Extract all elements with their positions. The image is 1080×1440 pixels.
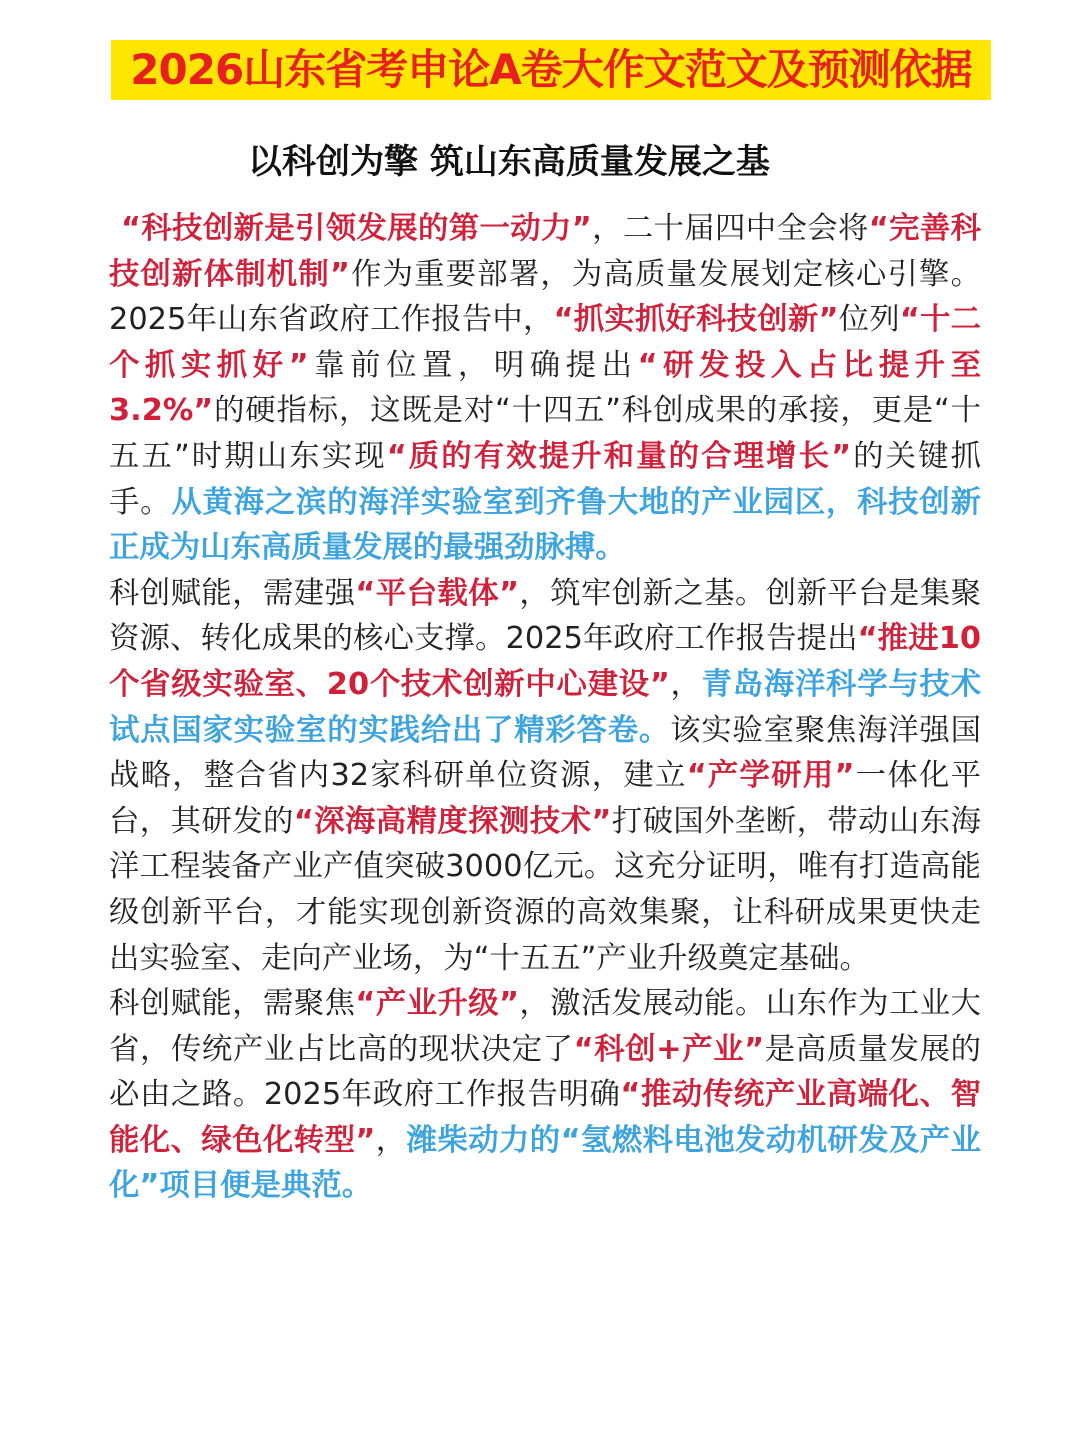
highlight-red: “产学研用” — [686, 758, 855, 794]
body-text: 靠前位置，明确提出 — [308, 347, 638, 383]
highlight-red: “推动传统产业高端化、智能化、绿色化转型” — [109, 1077, 982, 1158]
highlight-red: “深海高精度探测技术” — [293, 803, 612, 839]
highlight-red: “抓实抓好科技创新” — [553, 302, 839, 338]
highlight-red: “完善科技创新体制机制” — [109, 211, 981, 292]
body-text: 科创赋能，需聚焦 — [109, 986, 356, 1022]
body-text: 作为重要部署，为高质量发展划定核心引擎。2025年山东省政府工作报告中， — [109, 256, 981, 338]
highlight-red: “科创+产业” — [573, 1031, 765, 1067]
body-text: ， — [375, 1122, 407, 1158]
paragraph-2 — [109, 571, 981, 981]
article-title: 以科创为擎 筑山东高质量发展之基 — [248, 142, 770, 182]
body-text: 打破国外垄断，带动山东海洋工程装备产业产值突破3000亿元。这充分证明，唯有打造高能级创新平台，才能实现创新资源的高效集聚，让科研成果更快走出实验室、走向产业场，为“十五五”产业升级奠定基础。 — [109, 803, 981, 976]
highlight-blue: 潍柴动力的“氢燃料电池发动机研发及产业化”项目便是典范。 — [109, 1122, 981, 1204]
body-text: ，激活发展动能。山东作为工业大省，传统产业占比高的现状决定了 — [109, 986, 981, 1067]
highlight-red: “平台载体” — [355, 575, 519, 611]
highlight-red: “科技创新是引领发展的第一动力” — [121, 211, 592, 246]
body-text: 科创赋能，需建强 — [109, 575, 356, 611]
highlight-red: “十二个抓实抓好” — [109, 302, 981, 383]
highlight-blue: 青岛海洋科学与技术试点国家实验室的实践给出了精彩答卷。 — [109, 666, 981, 748]
body-text: ，筑牢创新之基。创新平台是集聚资源、转化成果的核心支撑。2025年政府工作报告提出 — [109, 575, 981, 657]
paragraph-3 — [109, 981, 981, 1209]
page-banner-title: 2026山东省考申论A卷大作文范文及预测依据 — [111, 40, 991, 100]
body-text: 该实验室聚焦海洋强国战略，整合省内32家科研单位资源，建立 — [109, 712, 981, 794]
highlight-red: “产业升级” — [355, 986, 519, 1022]
body-text: 的硬指标，这既是对“十四五”科创成果的承接，更是“十五五”时期山东实现 — [109, 393, 981, 474]
body-text: 位列 — [838, 302, 900, 338]
highlight-red: “质的有效提升和量的合理增长” — [386, 438, 852, 474]
body-text: ， — [669, 666, 702, 702]
highlight-blue: 从黄海之滨的海洋实验室到齐鲁大地的产业园区，科技创新正成为山东高质量发展的最强劲脉搏。 — [109, 484, 981, 566]
body-text: 是高质量发展的必由之路。2025年政府工作报告明确 — [109, 1031, 981, 1113]
body-text: ，二十届四中全会将 — [591, 211, 869, 246]
article-body — [109, 206, 981, 1209]
body-text: 一体化平台，其研发的 — [109, 758, 981, 839]
highlight-red: “推进10个省级实验室、20个技术创新中心建设” — [109, 621, 981, 702]
paragraph-1 — [109, 206, 981, 571]
body-text: 的关键抓手。 — [109, 438, 981, 520]
highlight-red: “研发投入占比提升至3.2%” — [109, 347, 981, 429]
